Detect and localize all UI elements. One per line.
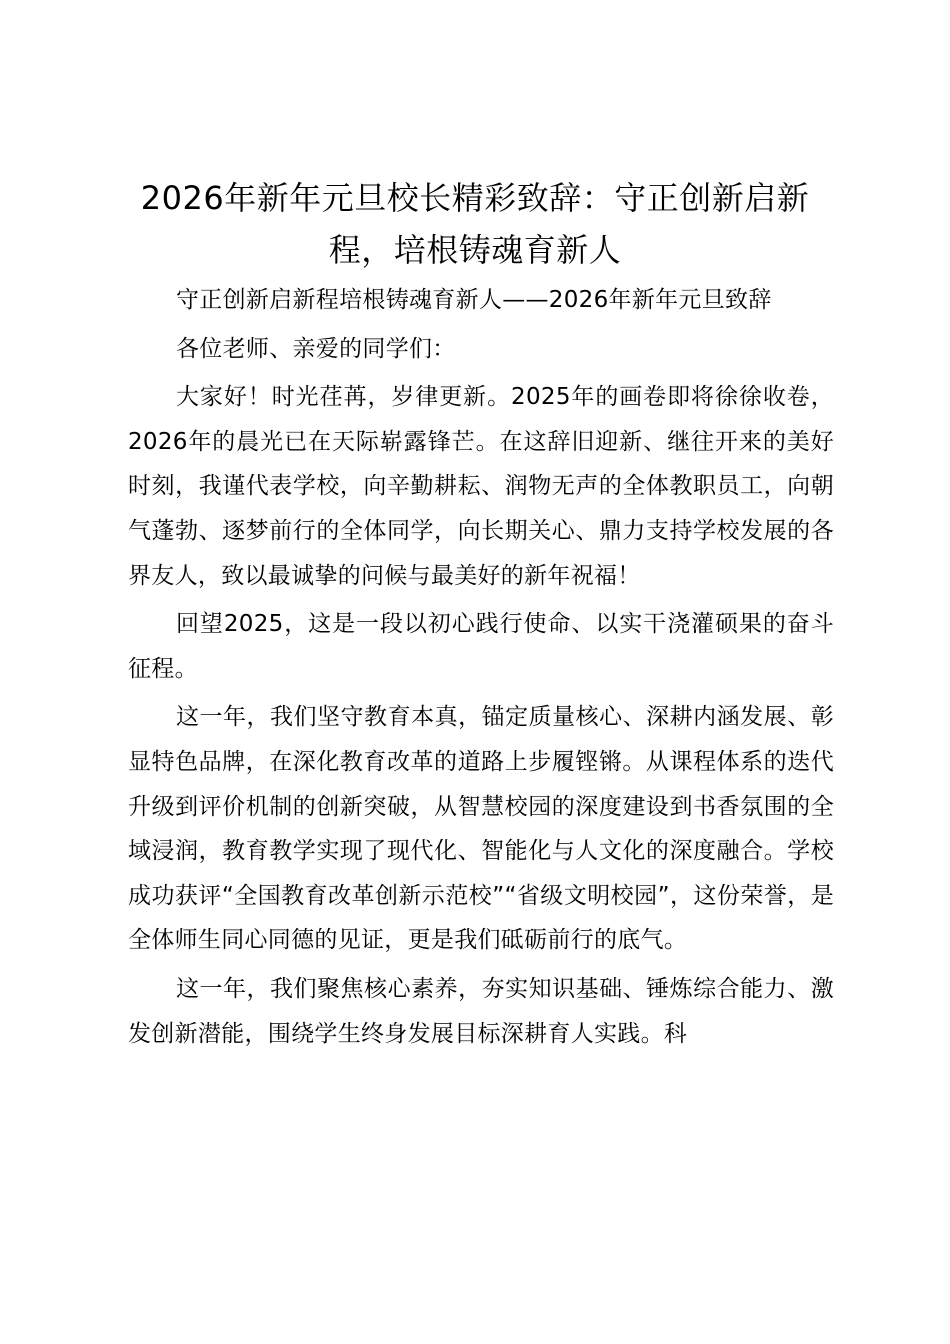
body-paragraph: 这一年，我们坚守教育本真，锚定质量核心、深耕内涵发展、彰显特色品牌，在深化教育改革的道路上步履铿锵。从课程体系的迭代升级到评价机制的创新突破，从智慧校园的深度建设到书香氛围的全域浸润，教育教学实现了现代化、智能化与人文化的深度融合。学校成功获评“全国教育改革创新示范校”“省级文明校园”，这份荣誉，是全体师生同心同德的见证，更是我们砥砺前行的底气。: [128, 704, 834, 954]
document-body: [128, 278, 834, 1060]
body-paragraph: 回望2025，这是一段以初心践行使命、以实干浇灌硕果的奋斗征程。: [128, 611, 834, 682]
body-paragraph: 大家好！时光荏苒，岁律更新。2025年的画卷即将徐徐收卷，2026年的晨光已在天际崭露锋芒。在这辞旧迎新、继往开来的美好时刻，我谨代表学校，向辛勤耕耘、润物无声的全体教职员工，向朝气蓬勃、逐梦前行的全体同学，向长期关心、鼎力支持学校发展的各界友人，致以最诚挚的问候与最美好的新年祝福！: [128, 384, 834, 589]
salutation-paragraph: 各位老师、亲爱的同学们：: [176, 335, 456, 362]
document-title: 2026年新年元旦校长精彩致辞：守正创新启新程，培根铸魂育新人: [140, 179, 810, 269]
subtitle-paragraph: 守正创新启新程培根铸魂育新人——2026年新年元旦致辞: [176, 287, 772, 313]
body-paragraph: 这一年，我们聚焦核心素养，夯实知识基础、锤炼综合能力、激发创新潜能，围绕学生终身发展目标深耕育人实践。科: [128, 975, 834, 1047]
